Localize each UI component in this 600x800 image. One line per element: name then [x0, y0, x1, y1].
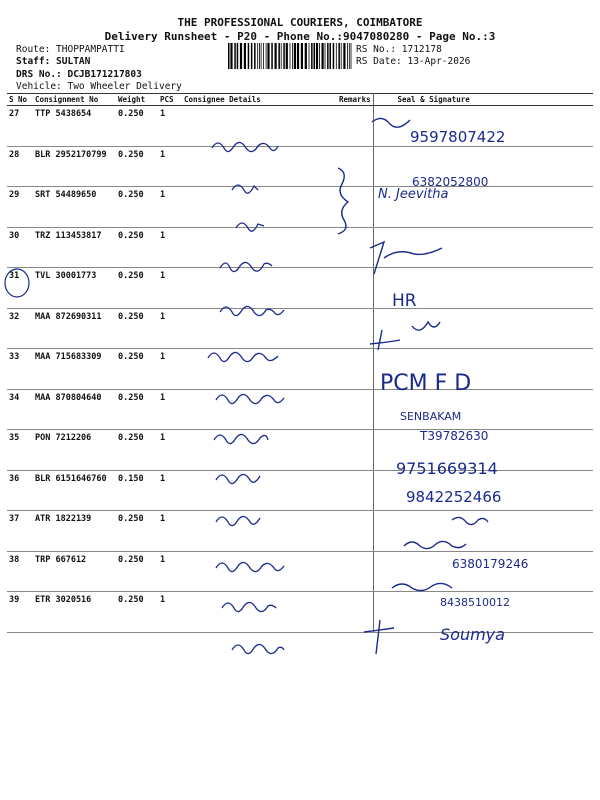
barcode-bar: [254, 43, 256, 69]
cell-consignee: [182, 268, 337, 309]
cell-pcs: 1: [158, 106, 182, 147]
cell-consignee: [182, 551, 337, 592]
cell-sno: 33: [7, 349, 33, 390]
cell-consignment: MAA 715683309: [33, 349, 116, 390]
cell-signature: [373, 349, 593, 390]
cell-sno: 38: [7, 551, 33, 592]
page-subtitle: Delivery Runsheet - P20 - Phone No.:9047080280 - Page No.:3: [104, 30, 496, 43]
phone-38: 8438510012: [440, 596, 510, 609]
barcode-bar: [271, 43, 273, 69]
cell-consignee: [182, 146, 337, 187]
cell-sno: 39: [7, 592, 33, 633]
table-row: [7, 430, 593, 471]
cell-pcs: 1: [158, 430, 182, 471]
barcode-bar: [259, 43, 260, 69]
signature-31: HR: [392, 291, 417, 311]
cell-remarks: [337, 349, 373, 390]
cell-weight: 0.250: [116, 227, 158, 268]
cell-sno: 36: [7, 470, 33, 511]
barcode-bar: [281, 43, 282, 69]
signature-39: Soumya: [440, 625, 505, 644]
cell-weight: 0.150: [116, 470, 158, 511]
barcode-bar: [316, 43, 318, 69]
cell-weight: 0.250: [116, 106, 158, 147]
phone-28: 6382052800: [412, 175, 489, 189]
barcode-bar: [290, 43, 291, 69]
barcode-bar: [336, 43, 337, 69]
cell-remarks: [337, 592, 373, 633]
barcode-bar: [275, 43, 277, 69]
cell-signature: [373, 551, 593, 592]
cell-remarks: [337, 389, 373, 430]
cell-signature: [373, 389, 593, 430]
phone-37: 6380179246: [452, 557, 529, 571]
col-header-pcs: PCS: [158, 94, 182, 106]
cell-remarks: [337, 268, 373, 309]
cell-consignment: TRZ 113453817: [33, 227, 116, 268]
cell-pcs: 1: [158, 308, 182, 349]
page-title: THE PROFESSIONAL COURIERS, COIMBATORE: [177, 16, 423, 29]
barcode-bar: [267, 43, 269, 69]
cell-signature: [373, 308, 593, 349]
cell-remarks: [337, 187, 373, 228]
barcode-bar: [283, 43, 285, 69]
phone-27: 9597807422: [410, 128, 506, 146]
cell-sno: 29: [7, 187, 33, 228]
cell-signature: [373, 227, 593, 268]
cell-weight: 0.250: [116, 349, 158, 390]
barcode-bar: [314, 43, 316, 69]
cell-consignee: [182, 511, 337, 552]
barcode-bar: [319, 43, 320, 69]
cell-weight: 0.250: [116, 430, 158, 471]
table-row: [7, 187, 593, 228]
cell-consignee: [182, 592, 337, 633]
cell-consignment: PON 7212206: [33, 430, 116, 471]
barcode-bar: [261, 43, 262, 69]
cell-weight: 0.250: [116, 511, 158, 552]
cell-signature: [373, 106, 593, 147]
col-header-signature: Seal & Signature: [373, 94, 593, 106]
barcode-bar: [347, 43, 348, 69]
barcode-bar: [349, 43, 350, 69]
col-header-consignment: Consignment No: [33, 94, 116, 106]
table-row: [7, 592, 593, 633]
col-header-remarks: Remarks: [337, 94, 373, 106]
barcode-bar: [333, 43, 335, 69]
signature-34: SENBAKAM: [400, 410, 462, 423]
cell-signature: [373, 268, 593, 309]
barcode-bar: [297, 43, 299, 69]
col-header-consignee: Consignee Details: [182, 94, 337, 106]
cell-weight: 0.250: [116, 389, 158, 430]
barcode-bar: [286, 43, 288, 69]
table-row: [7, 106, 593, 147]
cell-signature: [373, 430, 593, 471]
cell-weight: 0.250: [116, 268, 158, 309]
cell-pcs: 1: [158, 551, 182, 592]
cell-weight: 0.250: [116, 592, 158, 633]
table-row: [7, 551, 593, 592]
cell-signature: [373, 511, 593, 552]
cell-consignee: [182, 470, 337, 511]
barcode-bar: [301, 43, 303, 69]
barcode-bar: [244, 43, 246, 69]
cell-weight: 0.250: [116, 308, 158, 349]
cell-sno: 31: [7, 268, 33, 309]
cell-pcs: 1: [158, 511, 182, 552]
runsheet-table: [7, 93, 593, 633]
barcode-bar: [311, 43, 313, 69]
cell-pcs: 1: [158, 227, 182, 268]
cell-remarks: [337, 146, 373, 187]
barcode-bar: [330, 43, 332, 69]
phone-36: 9842252466: [406, 488, 502, 506]
cell-sno: 27: [7, 106, 33, 147]
cell-consignee: [182, 389, 337, 430]
barcode-bar: [240, 43, 242, 69]
table-row: [7, 470, 593, 511]
barcode-bar: [305, 43, 307, 69]
barcode-bar: [325, 43, 326, 69]
cell-consignment: ATR 1822139: [33, 511, 116, 552]
cell-consignee: [182, 308, 337, 349]
cell-consignee: [182, 430, 337, 471]
cell-consignment: BLR 2952170799: [33, 146, 116, 187]
cell-consignment: SRT 54489650: [33, 187, 116, 228]
cell-sno: 30: [7, 227, 33, 268]
barcode-bar: [322, 43, 324, 69]
cell-sno: 28: [7, 146, 33, 187]
cell-weight: 0.250: [116, 551, 158, 592]
cell-consignment: BLR 6151646760: [33, 470, 116, 511]
cell-remarks: [337, 551, 373, 592]
barcode-bar: [351, 43, 352, 69]
cell-sno: 35: [7, 430, 33, 471]
table-row: [7, 308, 593, 349]
barcode-bar: [338, 43, 340, 69]
barcode-bar: [278, 43, 280, 69]
drs-number: DRS No.: DCJB171217803: [16, 69, 142, 80]
barcode-bar: [294, 43, 296, 69]
table-row: [7, 227, 593, 268]
cell-signature: [373, 187, 593, 228]
cell-consignment: TTP 5438654: [33, 106, 116, 147]
table-row: [7, 511, 593, 552]
rs-number: RS No.: 1712178: [356, 44, 442, 55]
barcode: [228, 43, 353, 69]
barcode-bar: [234, 43, 236, 69]
cell-weight: 0.250: [116, 187, 158, 228]
cell-weight: 0.250: [116, 146, 158, 187]
cell-remarks: [337, 308, 373, 349]
cell-consignee: [182, 106, 337, 147]
signature-33: PCM F D: [380, 371, 472, 396]
barcode-bar: [230, 43, 232, 69]
cell-remarks: [337, 511, 373, 552]
cell-consignee: [182, 187, 337, 228]
cell-sno: 37: [7, 511, 33, 552]
vehicle-label: Vehicle: Two Wheeler Delivery: [16, 81, 182, 92]
cell-pcs: 1: [158, 349, 182, 390]
cell-signature: [373, 592, 593, 633]
table-row: [7, 389, 593, 430]
table-row: [7, 146, 593, 187]
cell-consignee: [182, 349, 337, 390]
table-row: [7, 349, 593, 390]
barcode-bar: [248, 43, 250, 69]
cell-remarks: [337, 227, 373, 268]
barcode-bar: [263, 43, 264, 69]
barcode-bar: [343, 43, 345, 69]
phone-35: 9751669314: [396, 459, 498, 478]
cell-remarks: [337, 430, 373, 471]
cell-pcs: 1: [158, 187, 182, 228]
barcode-bar: [309, 43, 310, 69]
route-label: Route: THOPPAMPATTI: [16, 44, 125, 55]
cell-consignment: MAA 872690311: [33, 308, 116, 349]
barcode-bar: [228, 43, 230, 69]
cell-signature: [373, 470, 593, 511]
cell-pcs: 1: [158, 592, 182, 633]
barcode-bar: [341, 43, 342, 69]
staff-label: Staff: SULTAN: [16, 56, 91, 67]
cell-consignment: TRP 667612: [33, 551, 116, 592]
cell-consignment: TVL 30001773: [33, 268, 116, 309]
cell-consignment: ETR 3020516: [33, 592, 116, 633]
barcode-bar: [292, 43, 293, 69]
cell-consignee: [182, 227, 337, 268]
barcode-bar: [237, 43, 239, 69]
col-header-weight: Weight: [116, 94, 158, 106]
col-header-sno: S No: [7, 94, 33, 106]
signature-28: N. Jeevitha: [378, 187, 449, 202]
cell-remarks: [337, 470, 373, 511]
cell-pcs: 1: [158, 268, 182, 309]
barcode-bar: [327, 43, 329, 69]
cell-signature: [373, 146, 593, 187]
scribble-39: [232, 644, 284, 653]
barcode-bar: [266, 43, 267, 69]
cell-pcs: 1: [158, 470, 182, 511]
barcode-bar: [257, 43, 258, 69]
phone-34: T39782630: [420, 429, 489, 443]
table-row: [7, 268, 593, 309]
cell-sno: 34: [7, 389, 33, 430]
cell-remarks: [337, 106, 373, 147]
cell-pcs: 1: [158, 389, 182, 430]
table-header-row: [7, 94, 593, 106]
rs-date: RS Date: 13-Apr-2026: [356, 56, 471, 67]
barcode-bar: [251, 43, 253, 69]
cell-consignment: MAA 870804640: [33, 389, 116, 430]
cell-sno: 32: [7, 308, 33, 349]
cell-pcs: 1: [158, 146, 182, 187]
